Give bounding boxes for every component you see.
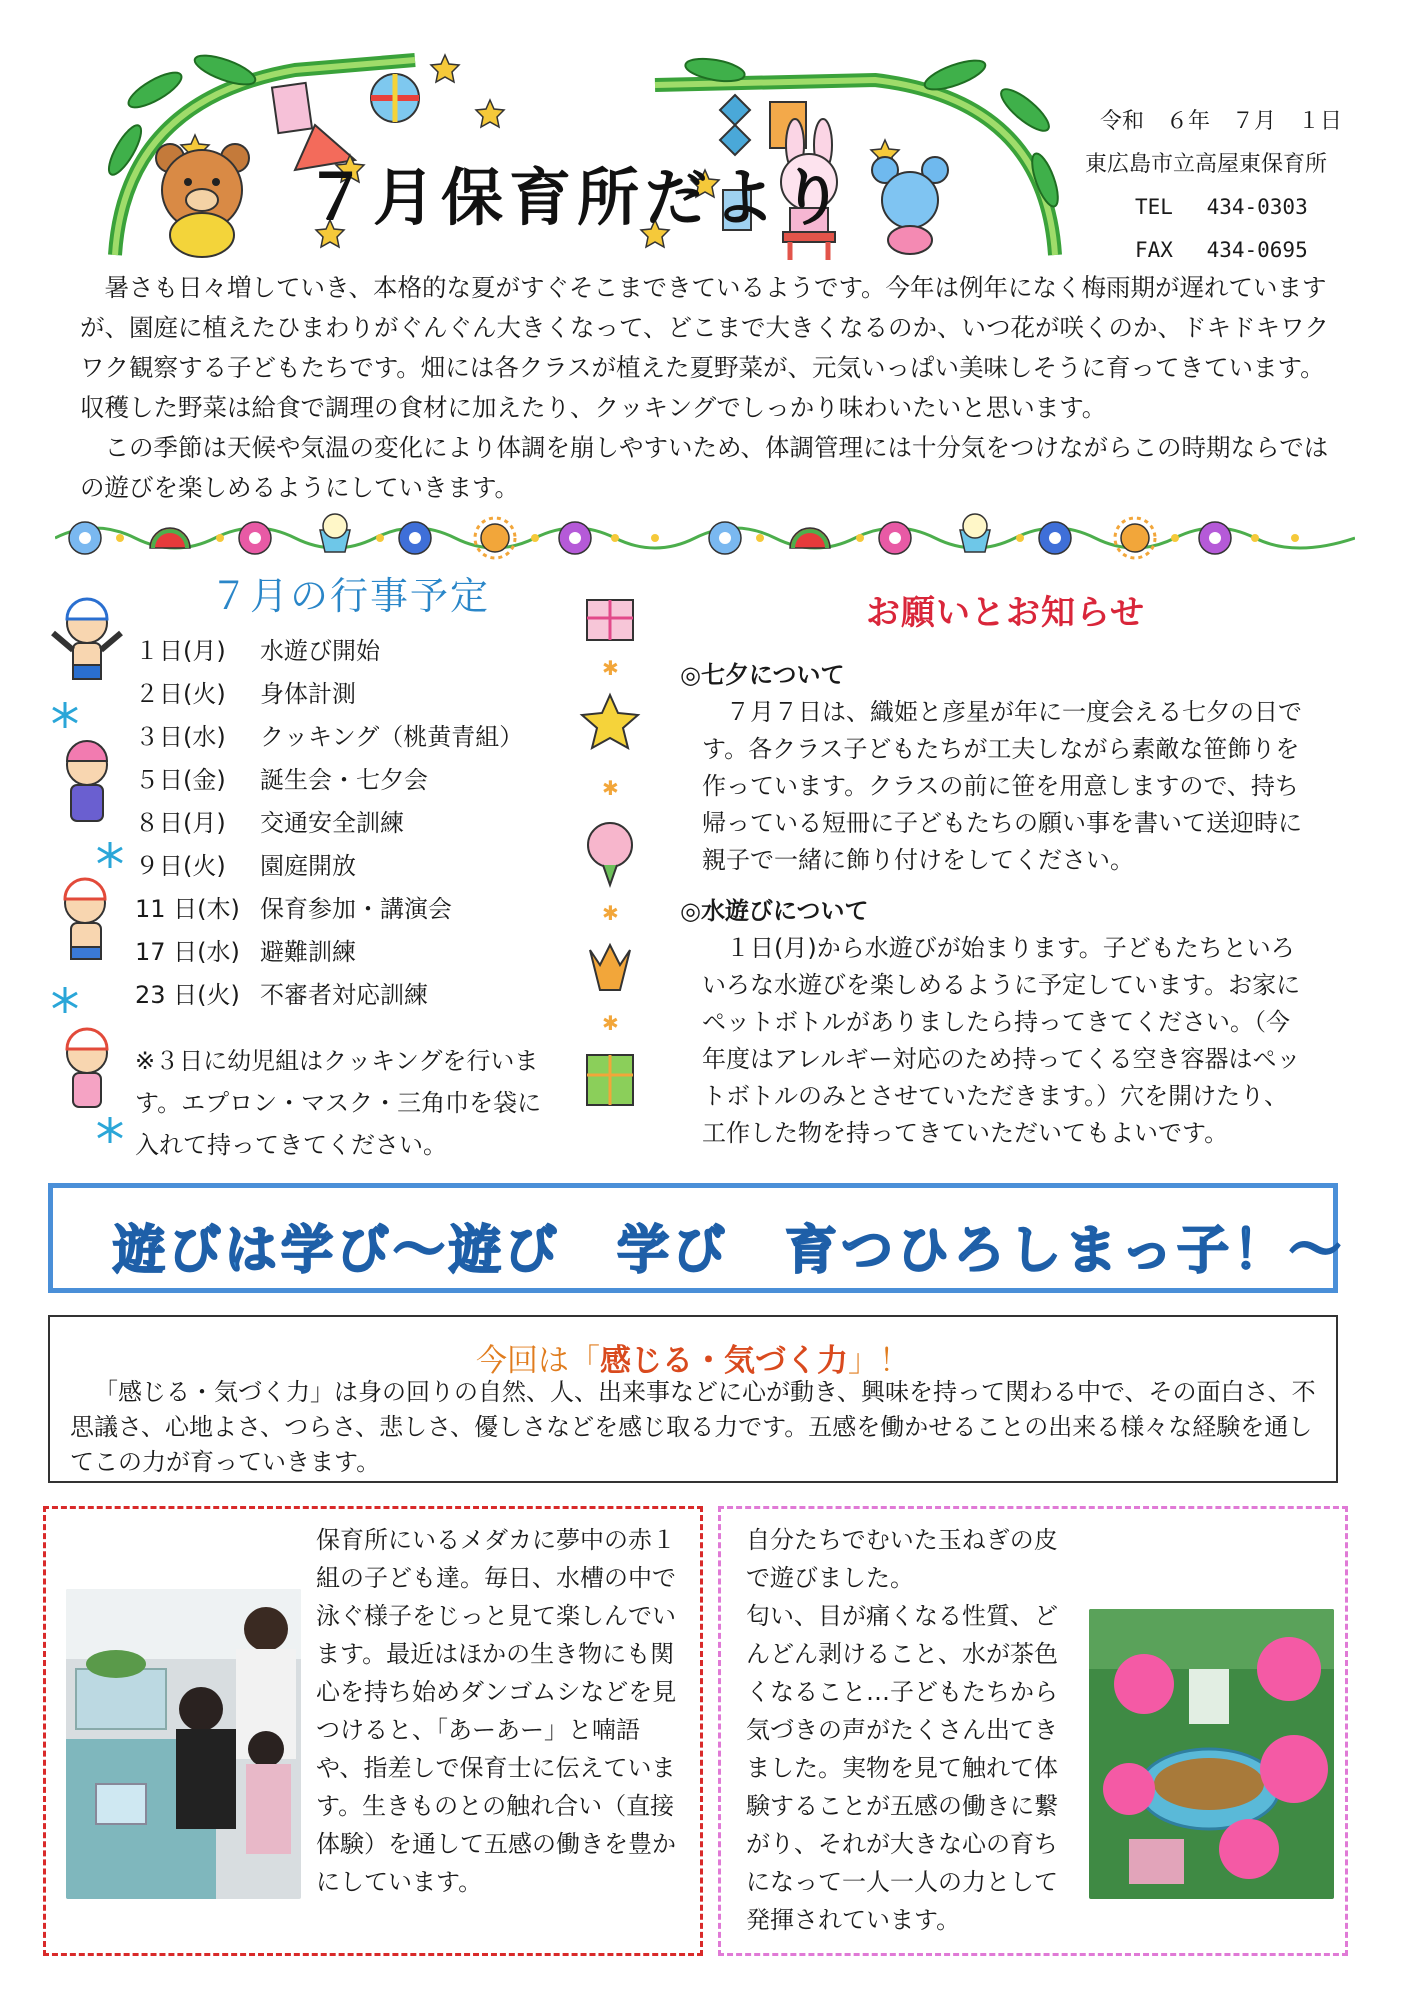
notice-tanabata — [680, 657, 1305, 879]
theme-highlight: 感じる・気づく力 — [600, 1343, 848, 1379]
onion-text-body: 匂い、目が痛くなる性質、どんどん剥けること、水が茶色くなること…子どもたちから気づきの声がたくさん出てきました。実物を見て触れて体験することが五感の働きに繋がり、それが大きな心の育ちになって一人一人の力として発揮されています。 — [746, 1602, 1058, 1934]
event-item: ３日(水) クッキング（桃黄青組） — [135, 723, 524, 751]
snowflake-icon — [95, 1115, 125, 1145]
intro-text — [80, 268, 1348, 508]
swimming-boy-icon — [45, 875, 130, 980]
notice-water-play — [680, 893, 1305, 1152]
children-playing-with-onion-skins-photo — [1089, 1609, 1334, 1899]
event-item: 23 日(火) 不審者対応訓練 — [135, 981, 428, 1009]
fax-number: FAX 434-0695 — [1135, 238, 1308, 262]
event-item: ２日(火) 身体計測 — [135, 680, 356, 708]
theme-box — [48, 1315, 1338, 1483]
event-item: 11 日(木) 保育参加・講演会 — [135, 895, 452, 923]
onion-photo-box — [718, 1506, 1348, 1956]
event-item: １日(月) 水遊び開始 — [135, 637, 380, 665]
event-item: ５日(金) 誕生会・七夕会 — [135, 766, 428, 794]
events-list — [135, 630, 565, 1017]
snowflake-icon — [95, 840, 125, 870]
swimming-kid-icon — [45, 595, 130, 700]
notice-heading: ◎七夕について — [680, 661, 845, 689]
theme-title: 今回は「感じる・気づく力」！ — [476, 1343, 910, 1379]
intro-paragraph-2: この季節は天候や気温の変化により体調を崩しやすいため、体調管理には十分気をつけながらこの時期ならではの遊びを楽しめるようにしていきます。 — [80, 433, 1329, 502]
notice-body: ７月７日は、織姫と彦星が年に一度会える七夕の日です。各クラス子どもたちが工夫しながら素敵な笹飾りを作っています。クラスの前に笹を用意しますので、持ち帰っている短冊に子どもたちの願い事を書いて送迎時に親子で一緒に飾り付けをしてください。 — [702, 698, 1302, 874]
event-item: ９日(火) 園庭開放 — [135, 852, 356, 880]
tel-number: TEL 434-0303 — [1135, 195, 1308, 219]
event-item: 17 日(水) 避難訓練 — [135, 938, 356, 966]
header-meta — [1085, 100, 1375, 272]
slogan-banner — [48, 1183, 1346, 1293]
slogan-text: 遊びは学び～遊び 学び 育つひろしまっ子！～ — [113, 1221, 1346, 1281]
svg-text:✱: ✱ — [602, 776, 619, 800]
summer-flower-garland-divider — [55, 508, 1355, 568]
event-item: ８日(月) 交通安全訓練 — [135, 809, 404, 837]
svg-text:✱: ✱ — [602, 1011, 619, 1035]
notices-section-title: お願いとお知らせ — [866, 593, 1145, 633]
swimming-girl-icon — [45, 735, 130, 840]
intro-paragraph-1: 暑さも日々増していき、本格的な夏がすぐそこまできているようです。今年は例年になく梅雨期が遅れていますが、園庭に植えたひまわりがぐんぐん大きくなって、どこまで大きくなるのか、いつ花が咲くのか、ドキドキワクワク観察する子どもたちです。畑には各クラスが植えた夏野菜が、元気いっぱい美味しそうに育ってきています。収穫した野菜は給食で調理の食材に加えたり、クッキングでしっかり味わいたいと思います。 — [80, 273, 1330, 422]
medaka-text: 保育所にいるメダカに夢中の赤１組の子ども達。毎日、水槽の中で泳ぐ様子をじっと見て楽しんでいます。最近はほかの生き物にも関心を持ち始めダンゴムシなどを見つけると、「あーあー」と喃語や、指差しで保育士に伝えています。生きものとの触れ合い（直接体験）を通して五感の働きを豊かにしています。 — [316, 1526, 677, 1896]
events-section-title: ７月の行事予定 — [210, 574, 491, 618]
children-watching-fish-tank-photo — [66, 1589, 301, 1899]
svg-text:✱: ✱ — [602, 901, 619, 925]
onion-text-intro: 自分たちでむいた玉ねぎの皮で遊びました。 — [746, 1526, 1058, 1592]
issue-date: 令和 ６年 ７月 １日 — [1100, 109, 1343, 134]
snowflake-icon — [50, 985, 80, 1015]
notice-heading: ◎水遊びについて — [680, 897, 869, 925]
gift-and-star-column-illustration — [575, 590, 645, 1150]
medaka-photo-box — [43, 1506, 703, 1956]
notice-body: １日(月)から水遊びが始まります。子どもたちといろいろな水遊びを楽しめるように予定しています。お家にペットボトルがありましたら持ってきてください。（今年度はアレルギー対応のため持ってくる空き容器はペットボトルのみとさせていただきます。）穴を開けたり、工作した物を持ってきていただいてもよいです。 — [702, 934, 1301, 1147]
svg-text:✱: ✱ — [602, 656, 619, 680]
newsletter-title: ７月保育所だより — [305, 161, 850, 234]
events-note: ※３日に幼児組はクッキングを行います。エプロン・マスク・三角巾を袋に入れて持ってきてください。 — [135, 1047, 542, 1159]
snowflake-icon — [50, 700, 80, 730]
theme-body: 「感じる・気づく力」は身の回りの自然、人、出来事などに心が動き、興味を持って関わる中で、その面白さ、不思議さ、心地よさ、つらさ、悲しさ、優しさなどを感じ取る力です。五感を働かせることの出来る様々な経験を通してこの力が育っていきます。 — [70, 1378, 1316, 1476]
facility-name: 東広島市立高屋東保育所 — [1085, 152, 1328, 177]
